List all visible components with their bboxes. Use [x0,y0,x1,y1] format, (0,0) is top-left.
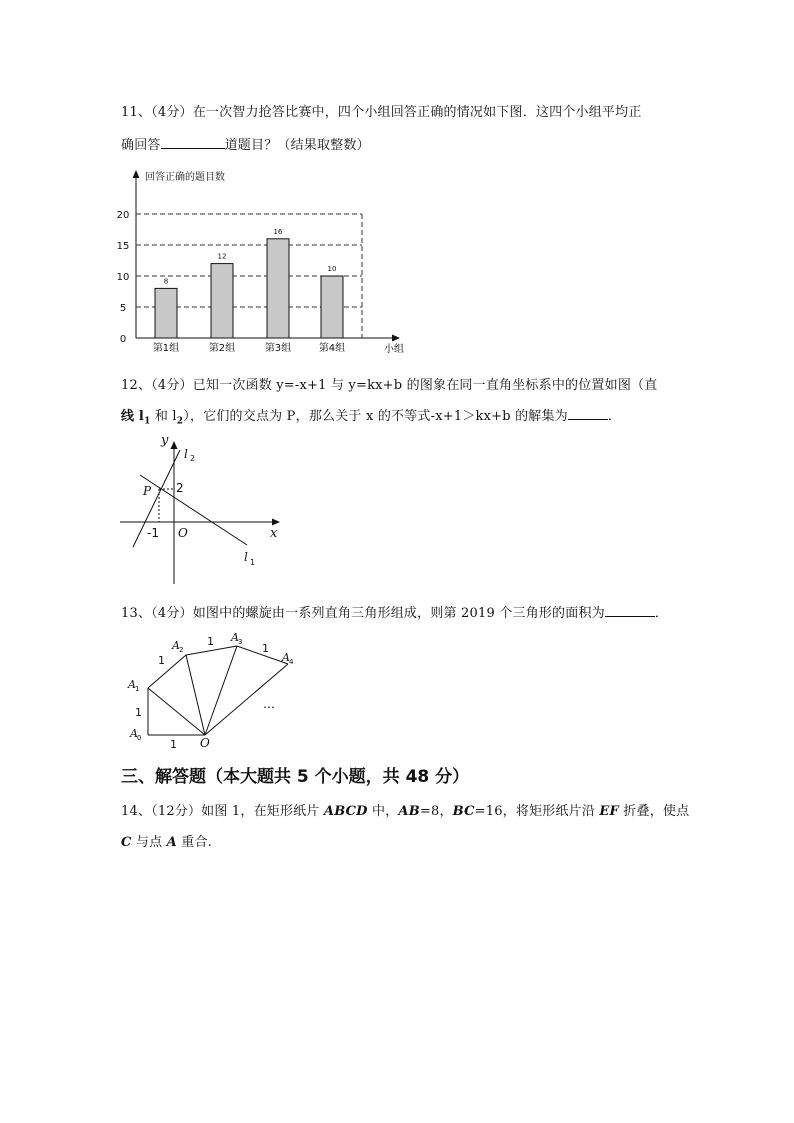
q14-l2-b: 重合. [176,835,212,850]
q13-label-a1-sub: 1 [135,685,140,693]
q13-label-a2: A [172,639,180,652]
q13-label-o: O [200,736,210,750]
q14-ef: EF [599,804,619,819]
x-tick-label: 第2组 [208,343,236,354]
q14-l1-e: 折叠，使点 [618,804,690,819]
q12-label-l2: l [184,447,188,461]
y-axis-title: 回答正确的题目数 [145,172,225,183]
q13-label-a4-sub: 4 [289,658,294,666]
q12-line2-c: ），它们的交点为 P，那么关于 x 的不等式-x+1＞kx+b 的解集为 [183,409,568,424]
q12-label-x: x [270,526,278,541]
q12-line2-d: ． [607,409,622,424]
bar-value-label: 8 [163,277,169,286]
q14-ab: AB [398,804,420,819]
y-tick-label: 10 [116,272,130,283]
q12-label-p: P [143,484,152,498]
q12-sub1: 1 [144,416,151,427]
q14-line2 [121,831,212,850]
q14-l1-a: 14、（12分）如图 1，在矩形纸片 [121,804,324,819]
q14-bc: BC [452,804,475,819]
x-axis-title: 小组 [384,344,404,355]
q12-label-o: O [178,526,188,540]
q14-l1-c: =8， [419,804,453,819]
q11-line1: 11、（4分）在一次智力抢答比赛中，四个小组回答正确的情况如下图．这四个小组平均正 [121,105,642,120]
q13-label-a2-sub: 2 [179,646,184,654]
q12-label-l2-sub: 2 [190,454,196,463]
q13-line1-b: ． [654,606,669,621]
section3-title: 三、解答题（本大题共 5 个小题，共 48 分） [121,767,470,787]
y-tick-label: 15 [116,241,130,252]
q13-label-a1: A [128,678,136,691]
q13-label-1-a3a4: 1 [262,642,269,655]
q13-label-1-a2a3: 1 [207,635,214,648]
q13-seg-o-a1 [148,688,205,735]
y-tick-label: 5 [119,303,127,314]
q13-label-a3: A [231,631,239,644]
q13-label-a3-sub: 3 [238,638,243,646]
q12-label-l1: l [244,550,248,564]
q13-label-dots: … [263,697,275,711]
q13-line1-a: 13、（4分）如图中的螺旋由一系列直角三角形组成，则第 2019 个三角形的面积为 [121,606,605,621]
q13-label-1-a1a2: 1 [158,654,165,667]
q12-l-text: 线 l [121,409,145,424]
bar-value-label: 10 [327,265,337,273]
q14-a: A [166,835,177,850]
q14-c: C [121,835,132,850]
q13-label-1-a0o: 1 [170,738,177,751]
q12-label-2: 2 [176,481,184,495]
q12-line1: 12、（4分）已知一次函数 y=-x+1 与 y=kx+b 的图象在同一直角坐标系中的位置如图（直 [121,378,658,393]
q13-label-a4: A [282,651,290,664]
q11-line2-b: 道题目？（结果取整数） [224,138,370,153]
x-tick-label: 第1组 [152,343,180,354]
q13-seg-o-a2 [186,655,205,735]
q13-label-a0-sub: 0 [137,734,142,742]
bar-value-label: 12 [217,252,227,261]
q13-seg-a1-a2 [148,655,186,688]
q14-abcd: ABCD [323,804,368,819]
q11-line2-a: 确回答 [121,138,161,153]
y-tick-label: 0 [119,334,127,345]
q14-line1 [121,800,689,819]
bar-value-label: 16 [273,227,283,236]
q14-l2-a: 与点 [131,835,167,850]
x-tick-label: 第3组 [264,343,292,354]
x-tick-label: 第4组 [318,343,346,354]
q14-l1-b: 中， [367,804,399,819]
q12-label-l1-sub: 1 [250,558,256,567]
q13-label-a0: A [130,727,138,740]
q12-sub2: 2 [176,416,184,427]
q13-label-1-a0a1: 1 [135,706,142,719]
q14-l1-d: =16，将矩形纸片沿 [474,804,600,819]
y-tick-label: 20 [116,210,130,221]
q12-and-l: 和 l [150,409,177,424]
q12-label-y: y [161,433,169,448]
q12-label-neg1: -1 [147,526,159,540]
